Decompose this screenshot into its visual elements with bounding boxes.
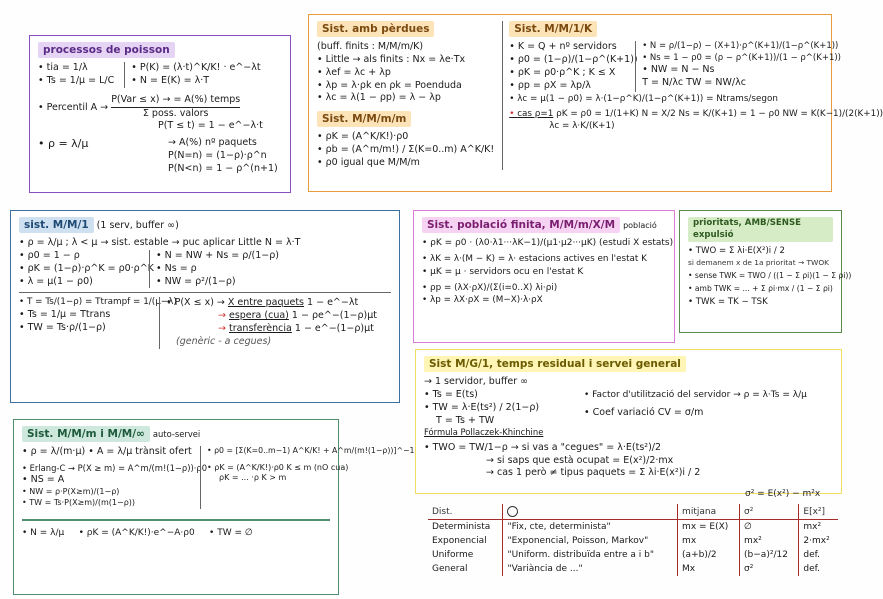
- poisson-rho: • ρ = λ/μ: [38, 137, 89, 151]
- poisson-tia: • tia = 1/λ: [38, 62, 88, 74]
- mmmm-title: Sist. M/M/m/m: [317, 111, 411, 127]
- perdues-col1: [317, 21, 502, 170]
- perdues-columns: [317, 21, 883, 170]
- perdues-lc: • λc = λ(1 − ρp) = λ − λp: [317, 92, 441, 104]
- mmm-top: [22, 446, 415, 509]
- poblacio-pk-note: (estudi X estats): [599, 238, 674, 249]
- poisson-pn-eq: P(N=n) = (1−ρ)·ρ^n: [168, 150, 267, 162]
- table-row: [428, 562, 838, 576]
- mmm-section: [13, 419, 415, 595]
- mg1-right: [584, 389, 807, 439]
- prioritats-twk: • TWK = TK − TSK: [688, 297, 768, 308]
- mm1-arrow-3: →: [218, 323, 229, 335]
- poisson-section: [29, 35, 291, 193]
- poisson-ts: • Ts = 1/μ = L/C: [38, 74, 115, 86]
- mg1-two: [424, 442, 833, 455]
- mm1k-lc: • λc = μ(1 − ρ0) = λ·(1−ρ^K)/(1−ρ^(K+1)) = Ntrams/segon: [509, 94, 778, 105]
- mmm-a: • A = λ/μ trànsit ofert: [88, 446, 192, 458]
- poisson-pk: • P(K) = (λ·t)^K/K! · e^−λt: [131, 62, 261, 74]
- mm1-p-note: (genèric - a cegues): [176, 335, 272, 347]
- mg1-top: [424, 389, 833, 439]
- mmm-inf-tw: • TW = ∅: [209, 527, 253, 538]
- mm1-t: • T = Ts/(1−ρ) = Ttrampf = 1/(μ−λ): [19, 297, 177, 308]
- dist-name: General: [428, 562, 503, 576]
- sigma-note: σ² = E(x²) − m²x: [745, 489, 821, 499]
- dist-ex2: 2·mx²: [799, 534, 838, 548]
- dist-var: mx²: [740, 534, 799, 548]
- mm1-p2-a: espera (cua): [228, 310, 289, 322]
- mm1k-title: Sist. M/M/1/K: [509, 21, 597, 37]
- poblacio-lp: • λp = λX·ρX = (M−X)·λ·ρX: [422, 295, 543, 306]
- mm1-pk: • ρK = (1−ρ)·ρ^K = ρ0·ρ^K: [19, 262, 154, 274]
- mm1-p0: • ρ0 = 1 − ρ: [19, 249, 80, 261]
- poblacio-pk-formula: • ρK = ρ0 · (λ0·λ1···λK−1)/(μ1·μ2···μK): [422, 238, 597, 249]
- mmm-p0: • ρ0 = [Σ(K=0..m−1) A^K/K! + A^m/(m!(1−ρ))]^−1: [207, 446, 415, 456]
- perdues-lp: • λp = λ·ρk en ρk = Poenduda: [317, 79, 462, 91]
- mmmm-p0: • ρ0 igual que M/M/m: [317, 157, 420, 169]
- dist-mean: mx: [678, 534, 740, 548]
- poisson-paquets: → A(%) nº paquets: [168, 137, 257, 149]
- mm1-lambda: • λ = μ(1 − ρ0): [19, 275, 93, 287]
- poblacio-pp: • ρp = (λX·ρX)/(Σ(i=0..X) λi·ρi): [422, 283, 558, 294]
- mm1-n: • N = NW + Ns = ρ/(1−ρ): [156, 249, 279, 261]
- mm1-nw: • NW = ρ²/(1−ρ): [156, 275, 236, 287]
- mg1-title: Sist M/G/1, temps residual i servei general: [424, 356, 686, 372]
- mmm-inf-pk: • ρK = (A^K/K!)·e^−A·ρ0: [78, 527, 195, 538]
- mmm-header: [22, 426, 330, 446]
- mm1-mid-right: [149, 250, 279, 288]
- mg1-two-label: • TWO = TW/1−ρ →: [424, 441, 519, 453]
- mmm-inf: [22, 519, 330, 539]
- mm1-ns: • Ns = ρ: [156, 262, 197, 274]
- mmm-tw: • TW = Ts·P(X≥m)/(m(1−ρ)): [22, 497, 136, 507]
- mm1k-nw: • NW = N − Ns: [642, 64, 715, 76]
- dist-header-desc: [503, 504, 678, 520]
- poblacio-section: [413, 210, 675, 343]
- mm1k-case-formulas: ρK = ρ0 = 1/(1+K) N = X/2 Ns = K/(K+1) = 1 − ρ0 NW = K(K−1)/(2(K+1)): [556, 109, 883, 120]
- mm1-p3: [166, 323, 377, 336]
- mm1-stability: • ρ = λ/μ ; λ < μ → sist. estable → puc aplicar Little N = λ·T: [19, 237, 301, 249]
- mm1-times: [19, 297, 177, 348]
- mg1-section: [415, 349, 842, 494]
- perdues-sub: (buff. finits : M/M/m/K): [317, 41, 424, 53]
- mm1-p1-b: 1 − e^−λt: [307, 297, 359, 309]
- mm1-p3-a: transferència: [228, 323, 292, 335]
- poisson-right: [124, 62, 260, 88]
- poisson-percentil-label: • Percentil A →: [38, 101, 109, 113]
- poisson-percentil: [38, 94, 282, 121]
- mm1-tw: • TW = Ts·ρ/(1−ρ): [19, 322, 106, 334]
- dist-mean: (a+b)/2: [678, 548, 740, 562]
- dist-ex2: def.: [799, 548, 838, 562]
- mmm-tag: auto-servei: [152, 429, 201, 439]
- mm1-p3-b: 1 − e^−(1−ρ)μt: [294, 323, 374, 335]
- mm1-p1-a: X entre paquets: [227, 297, 305, 309]
- poisson-percentil-frac: [111, 94, 240, 121]
- mmm-title: Sist. M/M/m i M/M/∞: [22, 426, 150, 442]
- mm1k-case-label: • cas ρ=1: [509, 109, 553, 119]
- poisson-n: • N = E(K) = λ·T: [131, 74, 210, 86]
- perdues-title: Sist. amb pèrdues: [317, 21, 434, 37]
- mmm-rho: • ρ = λ/(m·μ): [22, 446, 86, 458]
- dist-header-name: Dist.: [428, 504, 503, 520]
- mm1k-pp: • ρp = ρX = λp/λ: [509, 79, 591, 91]
- prioritats-two: • TWO = Σ λi·E(X²)i / 2: [688, 246, 786, 257]
- mm1-p2: [166, 310, 377, 323]
- mm1-title: sist. M/M/1: [19, 217, 94, 233]
- poisson-bottom-right: [168, 137, 278, 175]
- prioritats-two-note: si demanem x de 1a prioritat → TWOK: [688, 257, 829, 267]
- mmm-left: [22, 446, 208, 509]
- mg1-left: [424, 389, 574, 439]
- poisson-pt: P(T ≤ t) = 1 − e^−λ·t: [158, 120, 263, 132]
- poblacio-lk: • λK = λ·(M − K) = λ· estacions actives en l'estat K: [422, 254, 647, 265]
- mm1k-right: [635, 41, 841, 92]
- mm1k-ns: • Ns = 1 − ρ0 = (ρ − ρ^(K+1))/(1 − ρ^(K+1)): [642, 52, 841, 63]
- poisson-frac-num: P(Var ≤ x) → = A(%) temps: [111, 94, 240, 108]
- table-row: [428, 534, 838, 548]
- prioritats-sense: • sense TWK = TWO / ((1 − Σ ρi)(1 − Σ ρi)): [688, 270, 852, 280]
- mm1k-p0: • ρ0 = (1−ρ)/(1−ρ^(K+1)): [509, 53, 638, 65]
- poisson-bottom: [38, 137, 282, 175]
- dist-name: Uniforme: [428, 548, 503, 562]
- mm1-section: [10, 210, 400, 403]
- mg1-tipus: → cas 1 però ≠ tipus paquets = Σ λi·E(x²)i / 2: [486, 467, 701, 479]
- mm1-mid: [19, 250, 391, 293]
- poblacio-mk: • μK = μ · servidors ocu en l'estat K: [422, 267, 584, 278]
- mmm-right: [200, 446, 414, 509]
- mm1k-n: • N = ρ/(1−ρ) − (X+1)·ρ^(K+1)/(1−ρ^(K+1)): [642, 41, 839, 52]
- mg1-t: T = Ts + TW: [436, 414, 495, 426]
- dist-var: ∅: [740, 520, 799, 535]
- dist-var: (b−a)²/12: [740, 548, 799, 562]
- perdues-lef: • λef = λc + λp: [317, 66, 391, 78]
- prioritats-title: prioritats, AMB/SENSE expulsió: [688, 217, 833, 242]
- mmm-pk2: ρK = ... ·ρ K > m: [219, 473, 287, 483]
- mm1-arrow-2: →: [218, 310, 229, 322]
- dist-desc: "Uniform. distribuïda entre a i b": [507, 550, 654, 560]
- poisson-pn-lt: P(N<n) = 1 − ρ^(n+1): [168, 162, 278, 174]
- dist-desc: "Exponencial, Poisson, Markov": [507, 536, 649, 546]
- dist-var: σ²: [740, 562, 799, 576]
- mm1k-grid: [509, 41, 841, 92]
- mmm-ns: • NS = A: [22, 474, 65, 486]
- mm1-ts: • Ts = 1/μ = Ttrans: [19, 309, 111, 321]
- dist-mean: Mx: [678, 562, 740, 576]
- mg1-ocupat: → si saps que està ocupat = E(x²)/2·mx: [486, 454, 674, 466]
- mm1-p2-b: 1 − ρe^−(1−ρ)μt: [291, 310, 377, 322]
- mm1-mid-left: [19, 249, 154, 288]
- mmm-inf-n: • N = λ/μ: [22, 527, 65, 538]
- poisson-title: processos de poisson: [38, 42, 175, 58]
- poblacio-title: Sist. població finita, M/M/m/X/M: [422, 217, 620, 233]
- mg1-cv: • Coef variació CV = σ/m: [584, 407, 704, 419]
- poblacio-pk: [422, 237, 674, 249]
- mmm-rho-a: [22, 446, 194, 459]
- table-row: [428, 548, 838, 562]
- dist-header-ex2: E[x²]: [799, 504, 838, 520]
- mg1-tw: • TW = λ·E(ts²) / 2(1−ρ): [424, 401, 540, 413]
- poisson-top: [38, 62, 282, 88]
- mm1k-case-lc: λc = λ·K/(K+1): [549, 121, 615, 132]
- mmm-pk: • ρK = (A^K/K!)·ρ0 K ≤ m (nO cua): [207, 462, 349, 472]
- mmmm-pb: • ρb = (A^m/m!) / Σ(K=0..m) A^K/K!: [317, 144, 495, 156]
- prioritats-amb: • amb TWK = ... + Σ ρi·mx / (1 − Σ ρi): [688, 284, 833, 294]
- poblacio-tag: població: [623, 221, 657, 230]
- mm1-sub: (1 serv, buffer ∞): [96, 220, 179, 231]
- dist-header-mean: mitjana: [678, 504, 740, 520]
- distribution-table: [428, 504, 838, 576]
- dist-ex2: def.: [799, 562, 838, 576]
- lightbulb-icon: [507, 506, 518, 517]
- dist-mean: mx = E(X): [678, 520, 740, 535]
- mm1-header: [19, 217, 391, 237]
- mm1k-pk: • ρK = ρ0·ρ^K ; K ≤ X: [509, 66, 616, 78]
- mm1k-left: [509, 41, 638, 92]
- mm1-p-label: • P(X ≤ x) →: [166, 297, 225, 309]
- prioritats-section: [679, 210, 852, 333]
- mm1k-case: [509, 109, 883, 121]
- mmm-erlang: • Erlang-C → P(X ≥ m) = A^m/(m!(1−ρ))·ρ0: [22, 462, 208, 473]
- table-row: [428, 520, 838, 535]
- distribution-header-row: [428, 504, 838, 520]
- mmmm-pk: • ρK = (A^K/K!)·ρ0: [317, 131, 409, 143]
- poisson-left: [38, 62, 114, 88]
- poblacio-header: [422, 217, 666, 237]
- mmm-nw: • NW = ρ·P(X≥m)/(1−ρ): [22, 487, 120, 497]
- dist-desc: "Fix, cte, determinista": [507, 522, 611, 532]
- poisson-frac-den: Σ poss. valors: [142, 107, 209, 119]
- mg1-util: • Factor d'utilització del servidor → ρ = λ·Ts = λ/μ: [584, 389, 807, 400]
- mm1-prob: [159, 297, 377, 348]
- perdues-section: [308, 14, 883, 192]
- dist-ex2: mx²: [799, 520, 838, 535]
- dist-name: Exponencial: [428, 534, 503, 548]
- perdues-little: • Little → als finits : Nx = λe·Tx: [317, 53, 466, 65]
- perdues-col2: [502, 21, 883, 170]
- mm1k-t: T = N/λc TW = NW/λc: [642, 76, 746, 88]
- mg1-sub: → 1 servidor, buffer ∞: [424, 376, 529, 388]
- mm1-bottom: [19, 297, 391, 348]
- mg1-pk: Fórmula Pollaczek-Khinchine: [424, 427, 544, 438]
- mm1-p1: [166, 297, 377, 310]
- dist-name: Determinista: [428, 520, 503, 535]
- mg1-two-cegues: si vas a "cegues" = λ·E(ts²)/2: [521, 441, 662, 453]
- dist-header-var: σ²: [740, 504, 799, 520]
- mm1k-k: • K = Q + nº servidors: [509, 41, 617, 53]
- dist-desc: "Variància de ...": [507, 564, 583, 574]
- mg1-ts: • Ts = E(ts): [424, 388, 478, 400]
